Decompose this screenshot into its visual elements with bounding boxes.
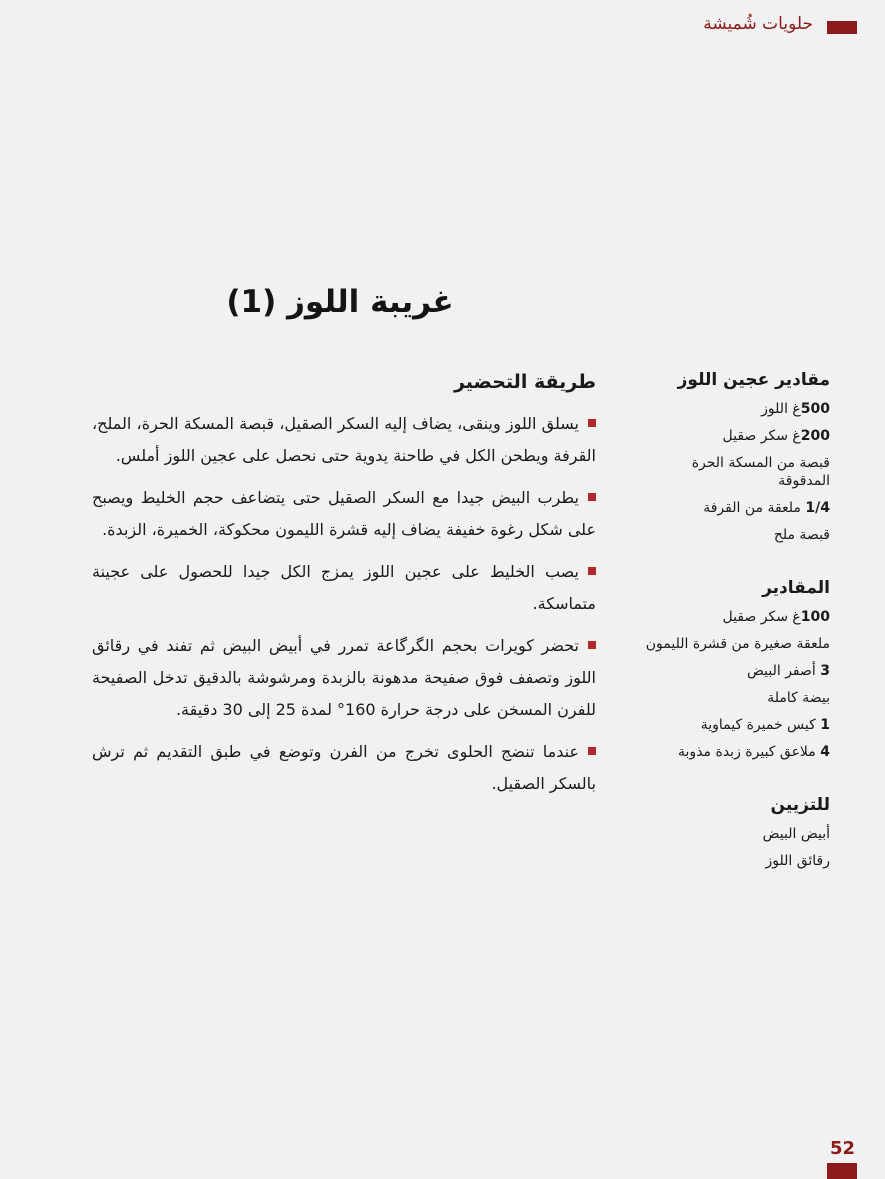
step-text: تحضر كويرات بحجم الگرگاعة تمرر في أبيض البيض ثم تفند في رقائق اللوز وتصفف فوق صفيحة مدهونة بالزبدة ومرشوشة بالدقيق تدخل الصفيحة للفرن المسخن على درجة حرارة 160° لمدة 25 إلى 30 دقيقة. [92,636,596,719]
method-step [92,736,596,800]
ingredient-text: غ سكر صقيل [722,609,801,625]
method-step [92,482,596,546]
section-heading: للتزيين [770,795,830,815]
ingredient-item [645,825,830,843]
ingredients-column [645,368,830,902]
method-step [92,556,596,620]
ingredient-item [645,716,830,734]
ingredient-item [645,662,830,680]
ingredient-item [645,689,830,707]
ingredient-text: قبصة ملح [773,527,830,543]
recipe-title: غريبة اللوز (1) [226,284,454,320]
method-step [92,408,596,472]
ingredient-item [645,427,830,445]
page-number: 52 [829,1138,855,1159]
ingredient-text: رقائق اللوز [765,853,830,869]
section-heading: مقادير عجين اللوز [677,370,830,390]
ingredient-item [645,400,830,418]
ingredient-qty: 4 [820,744,830,760]
ingredient-item [645,635,830,653]
square-bullet-icon [588,641,596,649]
method-column [92,368,596,810]
footer-accent-bar [827,1163,857,1179]
ingredient-text: ملعقة صغيرة من قشرة الليمون [645,636,830,652]
ingredient-item [645,608,830,626]
ingredient-text: غ سكر صقيل [722,428,801,444]
square-bullet-icon [588,493,596,501]
step-text: يصب الخليط على عجين اللوز يمزج الكل جيدا للحصول على عجينة متماسكة. [92,562,596,613]
ingredient-item [645,852,830,870]
square-bullet-icon [588,567,596,575]
step-text: يسلق اللوز وينقى، يضاف إليه السكر الصقيل، قبصة المسكة الحرة، الملح، القرفة ويطحن الكل في طاحنة يدوية حتى نحصل على عجين اللوز أملس. [92,414,596,465]
section-heading: المقادير [762,578,830,598]
ingredient-qty: 500 [800,401,830,417]
ingredient-item [645,499,830,517]
square-bullet-icon [588,747,596,755]
step-text: يطرب البيض جيدا مع السكر الصقيل حتى يتضاعف حجم الخليط ويصبح على شكل رغوة خفيفة يضاف إليه قشرة الليمون محكوكة، الخميرة، الزبدة. [92,488,596,539]
step-text: عندما تنضج الحلوى تخرج من الفرن وتوضع في طبق التقديم ثم ترش بالسكر الصقيل. [92,742,596,793]
ingredient-text: أصفر البيض [747,663,821,679]
ingredients-section-garnish [645,793,830,870]
ingredient-text: أبيض البيض [762,826,830,842]
ingredient-item [645,743,830,761]
ingredient-item [645,526,830,544]
ingredient-text: قبصة من المسكة الحرة المدقوقة [691,455,830,489]
book-title: حلويات شُميشة [703,14,813,34]
ingredient-qty: 200 [800,428,830,444]
ingredient-qty: 100 [800,609,830,625]
ingredient-qty: 1 [820,717,830,733]
ingredient-text: ملاعق كبيرة زبدة مذوبة [678,744,821,760]
square-bullet-icon [588,419,596,427]
ingredient-text: ملعقة من القرفة [703,500,806,516]
ingredients-section-main [645,576,830,761]
ingredient-item [645,454,830,490]
header-accent-bar [827,21,857,34]
ingredients-section-dough [645,368,830,544]
ingredient-text: غ اللوز [761,401,801,417]
ingredient-text: كيس خميرة كيماوية [700,717,821,733]
ingredient-qty: 3 [820,663,830,679]
method-heading: طريقة التحضير [453,371,596,393]
method-step [92,630,596,726]
ingredient-qty: 1/4 [805,500,830,516]
ingredient-text: بيضة كاملة [767,690,830,706]
